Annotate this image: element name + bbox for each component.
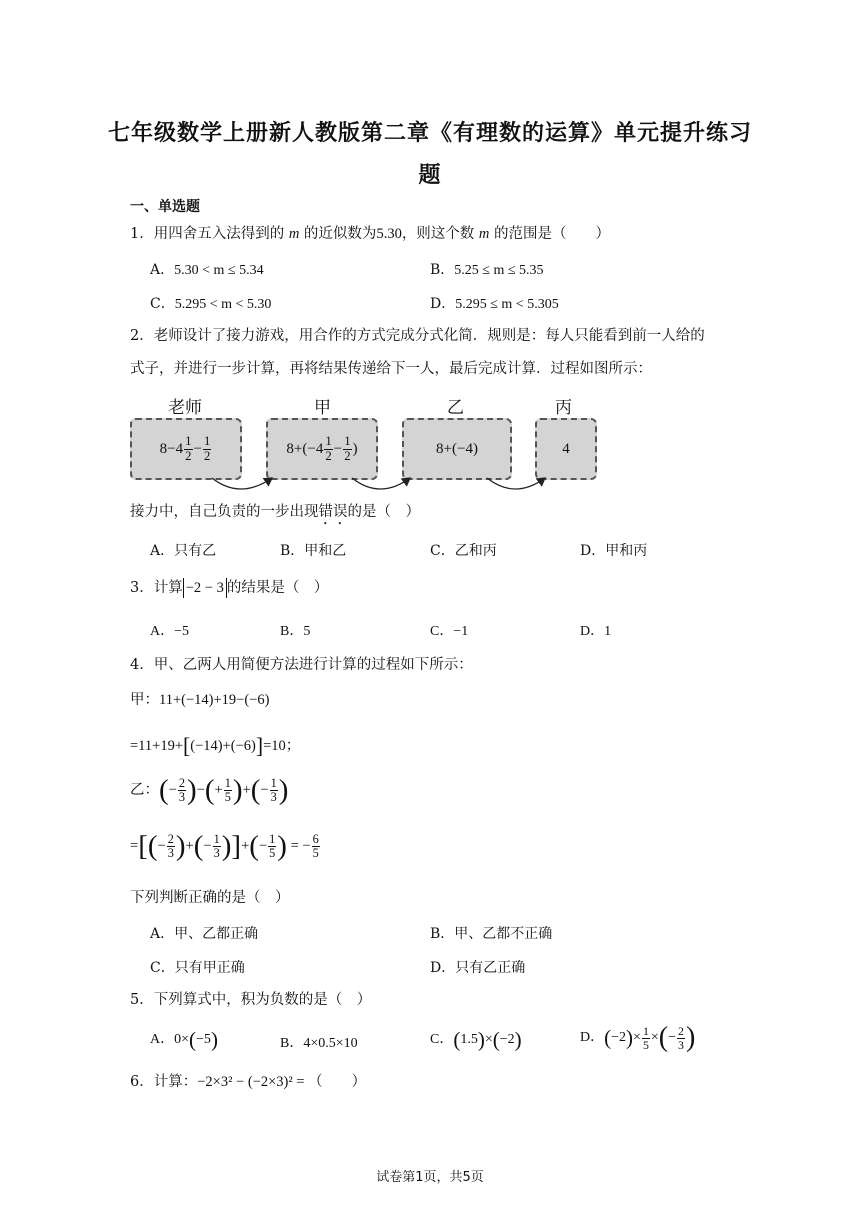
q4-option-a[interactable]: A．甲、乙都正确 <box>150 926 259 942</box>
relay-box-bing: 4 <box>535 418 597 480</box>
title-line-1: 七年级数学上册新人教版第二章《有理数的运算》单元提升练习 <box>107 121 752 146</box>
q4-yi-line-1: 乙：(− $\frac{2}{3}$ )−(+ $\frac{1}{5}$ )+(− $\frac{1}{3}$ ) <box>130 774 289 806</box>
q4-jia-line-1: 甲：11+(−14)+19−(−6) <box>130 692 270 708</box>
q3-option-d[interactable]: D．1 <box>580 624 612 639</box>
section-heading: 一、单选题 <box>130 199 200 215</box>
arrow-3 <box>487 478 545 489</box>
q3-option-c[interactable]: C．−1 <box>430 624 469 639</box>
relay-box-jia: 8+(−4 $\frac{1}{2}$ − $\frac{1}{2}$ ) <box>266 418 378 480</box>
q1-option-b[interactable]: B．5.25 ≤ m ≤ 5.35 <box>430 262 544 278</box>
q1-option-d[interactable]: D．5.295 ≤ m < 5.305 <box>430 296 559 312</box>
q1-option-c[interactable]: C．5.295 < m < 5.30 <box>150 296 272 312</box>
q2-option-b[interactable]: B．甲和乙 <box>280 543 347 559</box>
q5-option-a[interactable]: A．0×(−5) <box>150 1027 218 1052</box>
q4-option-b[interactable]: B．甲、乙都不正确 <box>430 926 553 942</box>
page-footer: 试卷第1页，共5页 <box>376 1170 484 1185</box>
q2-option-d[interactable]: D．甲和丙 <box>580 543 648 559</box>
q5-option-d[interactable]: D．(−2)× $\frac{1}{5}$ ×(− $\frac{2}{3}$ ) <box>580 1022 696 1053</box>
question-5-stem: 5．下列算式中，积为负数的是（ ） <box>130 992 372 1008</box>
q3-option-b[interactable]: B．5 <box>280 624 311 639</box>
title-line-2: 题 <box>418 163 442 188</box>
q4-option-d[interactable]: D．只有乙正确 <box>430 960 526 976</box>
question-4-intro: 4．甲、乙两人用简便方法进行计算的过程如下所示： <box>130 657 473 673</box>
q1-option-a[interactable]: A．5.30 < m ≤ 5.34 <box>150 262 264 278</box>
arrow-2 <box>352 478 410 489</box>
q4-option-c[interactable]: C．只有甲正确 <box>150 960 245 976</box>
role-bing: 丙 <box>555 398 572 418</box>
q2-option-c[interactable]: C．乙和丙 <box>430 543 497 559</box>
question-2-ask: 接力中，自己负责的一步出现错误的是（ ） <box>130 504 420 520</box>
arrow-1 <box>212 478 272 489</box>
role-yi: 乙 <box>447 398 464 418</box>
question-6-stem: 6．计算：−2×3² − (−2×3)² = （ ） <box>130 1074 367 1090</box>
q3-option-a[interactable]: A．−5 <box>150 624 190 639</box>
role-teacher: 老师 <box>168 398 202 418</box>
relay-box-yi: 8+(−4) <box>402 418 512 480</box>
q2-option-a[interactable]: A．只有乙 <box>150 543 217 559</box>
question-1-stem: 1．用四舍五入法得到的 m 的近似数为5.30，则这个数 m 的范围是（ ） <box>130 226 611 242</box>
q4-yi-line-2: =[(− $\frac{2}{3}$ )+(− $\frac{1}{3}$ )]+(− $\frac{1}{5}$ ) = − $\frac{6}{5}$ <box>130 830 319 862</box>
role-jia: 甲 <box>314 398 331 418</box>
question-3-stem: 3．计算 −2 − 3 的结果是（ ） <box>130 580 329 596</box>
q4-judge: 下列判断正确的是（ ） <box>130 890 290 906</box>
question-2-line-1: 2．老师设计了接力游戏，用合作的方式完成分式化简．规则是：每人只能看到前一人给的 <box>130 328 705 344</box>
q4-jia-line-2: =11+19+[(−14)+(−6)]=10； <box>130 734 301 758</box>
q5-option-c[interactable]: C．(1.5)×(−2) <box>430 1027 522 1052</box>
q5-option-b[interactable]: B．4×0.5×10 <box>280 1036 358 1051</box>
question-2-line-2: 式子，并进行一步计算，再将结果传递给下一人，最后完成计算．过程如图所示： <box>130 361 652 377</box>
relay-box-teacher: 8−4 $\frac{1}{2}$ − $\frac{1}{2}$ <box>130 418 242 480</box>
